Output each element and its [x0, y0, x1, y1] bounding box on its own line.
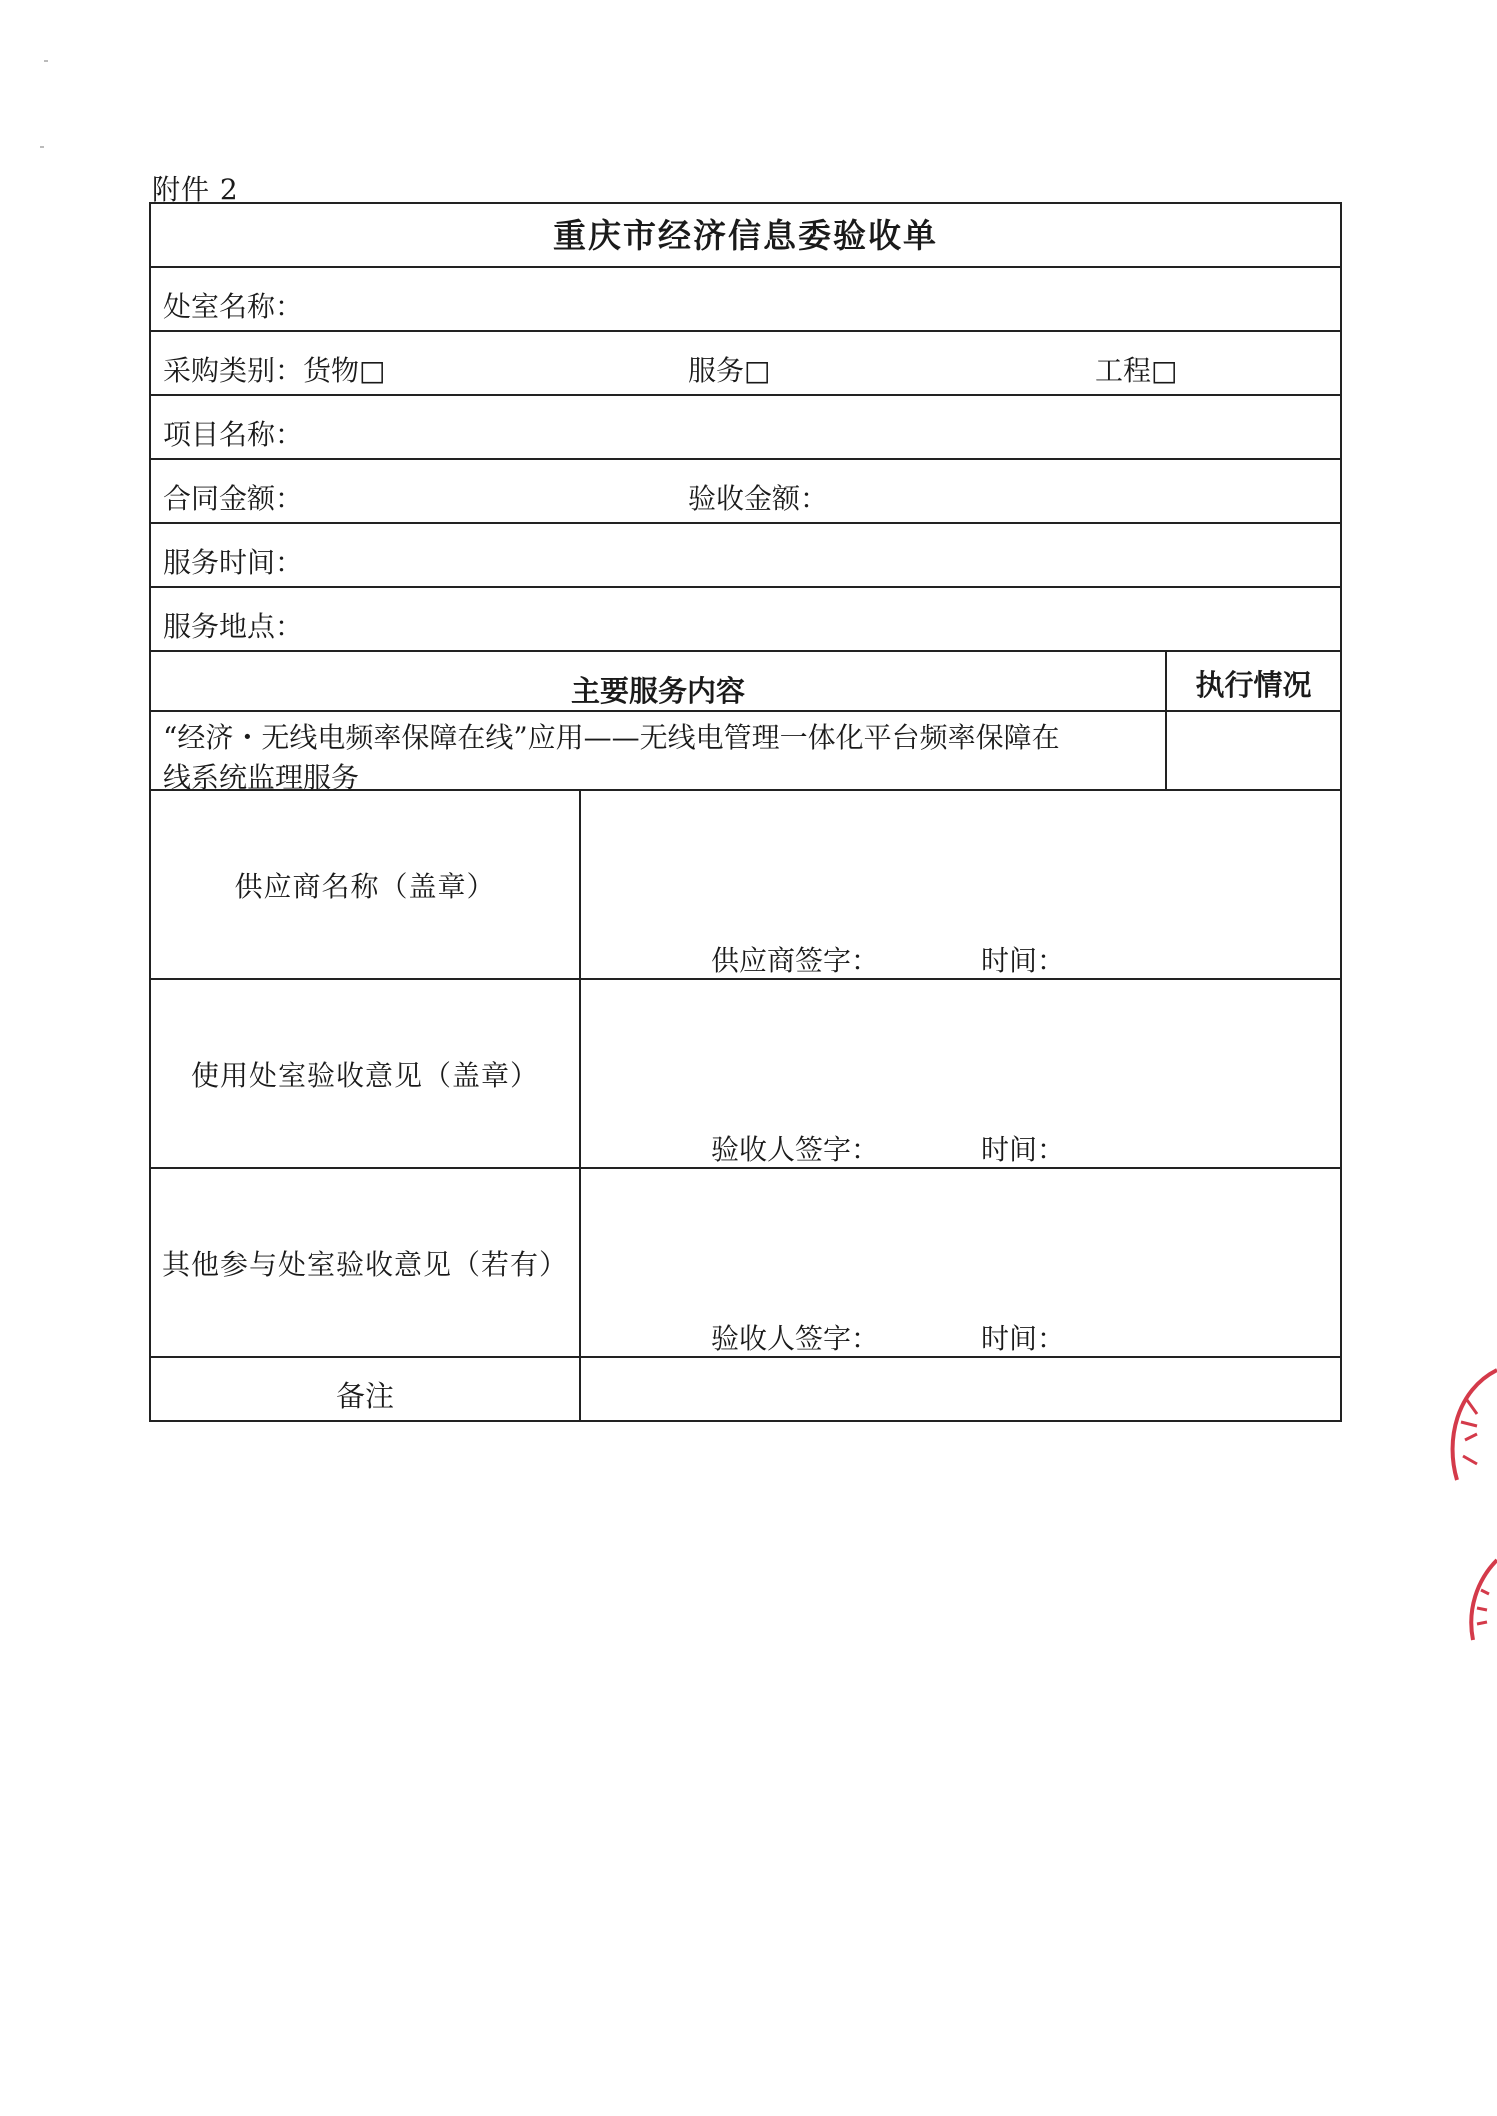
seal-stamp-fragment: [1437, 1360, 1497, 1660]
service-time-row: [151, 524, 1340, 588]
execution-header: 执行情况: [1167, 652, 1340, 712]
contract-amount-label: 合同金额：: [163, 482, 304, 515]
department-label: 处室名称：: [163, 290, 304, 323]
department-row: [151, 268, 1340, 332]
content-header-row: [151, 652, 1340, 712]
service-location-label: 服务地点：: [163, 610, 304, 643]
using-dept-time-label: 时间：: [981, 1133, 1066, 1166]
supplier-label: 供应商名称（盖章）: [151, 791, 581, 978]
other-dept-label: 其他参与处室验收意见（若有）: [151, 1169, 581, 1356]
execution-cell: [1167, 712, 1340, 789]
other-dept-signature-cell: [581, 1169, 1340, 1356]
amount-row: [151, 460, 1340, 524]
other-dept-signature-label: 验收人签字：: [711, 1322, 880, 1355]
other-dept-row: [151, 1169, 1340, 1358]
supplier-row: [151, 791, 1340, 980]
using-dept-signature-label: 验收人签字：: [711, 1133, 880, 1166]
engineering-checkbox: 工程□: [1095, 354, 1178, 387]
main-content-line2: 线系统监理服务: [163, 761, 360, 794]
remarks-cell: [581, 1358, 1340, 1420]
acceptance-form: [149, 202, 1342, 1422]
main-content-line1: “经济・无线电频率保障在线”应用——无线电管理一体化平台频率保障在: [163, 721, 1060, 754]
supplier-signature-label: 供应商签字：: [711, 944, 880, 977]
using-dept-row: [151, 980, 1340, 1169]
scan-speck: [44, 60, 48, 62]
procurement-label: 采购类别：: [163, 354, 304, 387]
supplier-time-label: 时间：: [981, 944, 1066, 977]
attachment-label: 附件 2: [152, 173, 239, 206]
content-body-row: [151, 712, 1340, 794]
main-content-text: [151, 712, 1167, 794]
main-content-header: 主要服务内容: [151, 652, 1167, 710]
supplier-signature-cell: [581, 791, 1340, 978]
service-time-label: 服务时间：: [163, 546, 304, 579]
project-name-label: 项目名称：: [163, 418, 304, 451]
project-name-row: [151, 396, 1340, 460]
using-dept-label: 使用处室验收意见（盖章）: [151, 980, 581, 1167]
using-dept-signature-cell: [581, 980, 1340, 1167]
form-title: 重庆市经济信息委验收单: [151, 204, 1340, 268]
goods-checkbox: 货物□: [303, 354, 386, 387]
other-dept-time-label: 时间：: [981, 1322, 1066, 1355]
acceptance-amount-label: 验收金额：: [688, 482, 829, 515]
scan-speck: [40, 146, 44, 148]
service-location-row: [151, 588, 1340, 652]
services-checkbox: 服务□: [688, 354, 771, 387]
remarks-label: 备注: [151, 1358, 581, 1420]
remarks-row: [151, 1358, 1340, 1422]
procurement-row: [151, 332, 1340, 396]
